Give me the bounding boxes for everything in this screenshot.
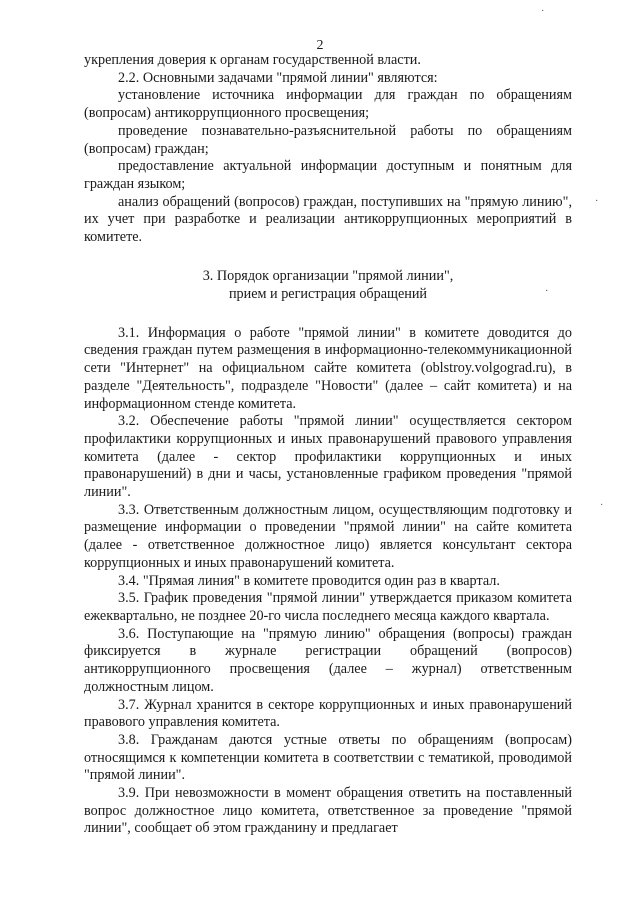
paragraph: проведение познавательно-разъяснительной работы по обращениям (вопросам) граждан;	[84, 122, 572, 157]
clause-3-1: 3.1. Информация о работе "прямой линии" в комитете доводится до сведения граждан путем размещения в информационно-телекоммуникационной сети "Интернет" на официальном сайте комитета (oblstroy.volgograd.ru), в разделе "Деятельность", подразделе "Новости" (далее – сайт комитета) и на информационном стенде комитета.	[84, 324, 572, 412]
paragraph: 2.2. Основными задачами "прямой линии" являются:	[118, 69, 438, 86]
clause-3-4: 3.4. "Прямая линия" в комитете проводится один раз в квартал.	[118, 572, 500, 589]
section-heading-line: прием и регистрация обращений	[228, 285, 428, 302]
paragraph: предоставление актуальной информации доступным и понятным для граждан языком;	[84, 158, 572, 192]
document-body	[84, 52, 572, 838]
section-heading	[84, 267, 572, 303]
scan-mark: ·	[595, 196, 599, 207]
paragraph: установление источника информации для граждан по обращениям (вопросам) антикоррупционного просвещения;	[84, 87, 572, 122]
section-heading-line: 3. Порядок организации "прямой линии",	[202, 267, 454, 284]
scan-mark: ·	[545, 286, 549, 297]
clause-3-3: 3.3. Ответственным должностным лицом, осуществляющим подготовку и размещение информации о проведении "прямой линии" на сайте комитета (далее - ответственное должностное лицо) является консультант сектора коррупционных и иных правонарушений комитета.	[84, 501, 572, 571]
clause-3-7: 3.7. Журнал хранится в секторе коррупционных и иных правонарушений правового управления комитета.	[84, 696, 572, 731]
scan-mark: ·	[600, 500, 604, 511]
clause-3-2: 3.2. Обеспечение работы "прямой линии" осуществляется сектором профилактики коррупционных и иных правонарушений правового управления комитета (далее - сектор профилактики коррупционных и иных правонарушений) в дни и часы, установленные графиком проведения "прямой линии".	[84, 413, 572, 501]
clause-3-8: 3.8. Гражданам даются устные ответы по обращениям (вопросам) относящимся к компетенции комитета в соответствии с тематикой, проводимой "прямой линии".	[84, 731, 572, 784]
clause-3-9: 3.9. При невозможности в момент обращения ответить на поставленный вопрос должностное лицо комитета, ответственное за проведение "прямой линии", сообщает об этом гражданину и предлагает	[84, 785, 572, 837]
page-number: 2	[316, 38, 324, 53]
clause-3-5: 3.5. График проведения "прямой линии" утверждается приказом комитета ежеквартально, не позднее 20-го числа последнего месяца каждого квартала.	[84, 590, 572, 624]
paragraph: укрепления доверия к органам государственной власти.	[84, 52, 421, 68]
paragraph: анализ обращений (вопросов) граждан, поступивших на "прямую линию", их учет при разработке и реализации антикоррупционных мероприятий в комитете.	[84, 193, 572, 246]
clause-3-6: 3.6. Поступающие на "прямую линию" обращения (вопросы) граждан фиксируется в журнале регистрации обращений (вопросов) антикоррупционного просвещения (далее – журнал) ответственным должностным лицом.	[84, 625, 572, 695]
scan-mark: ·	[541, 6, 545, 17]
